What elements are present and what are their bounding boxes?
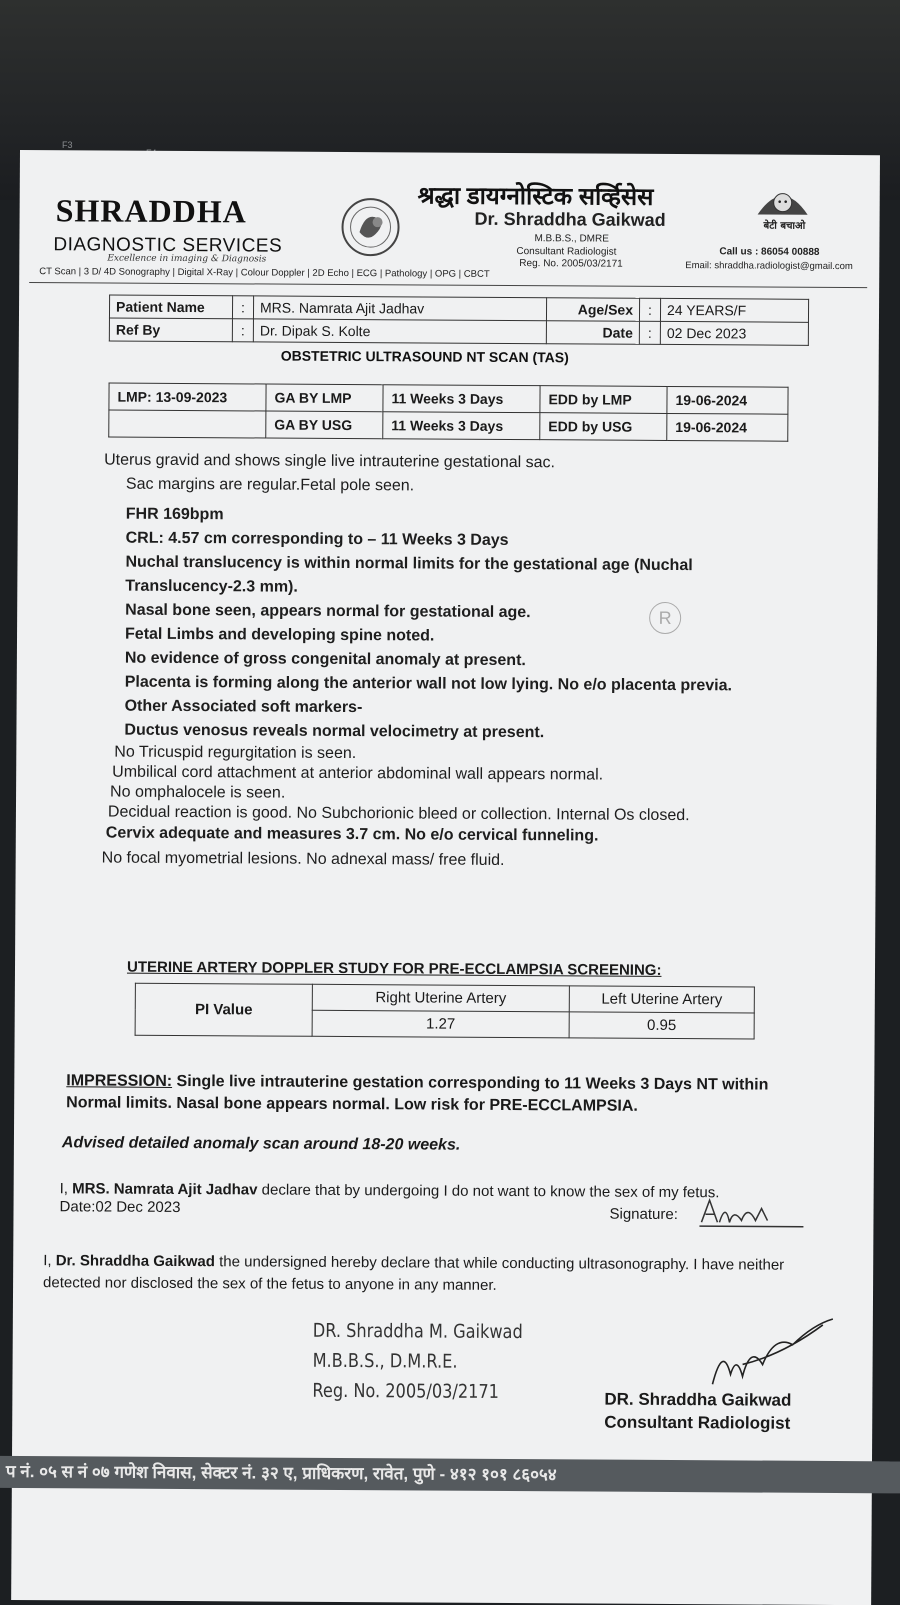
ref-label: Ref By [109,318,232,342]
doctor-stamp [312,1316,522,1407]
doctor-name: Dr. Shraddha Gaikwad [474,208,666,230]
impression-label: IMPRESSION: [66,1072,173,1090]
decl-prefix: I, [43,1252,52,1270]
edd-lmp-label: EDD by LMP [540,386,667,414]
finding: No focal myometrial lesions. No adnexal mass/ free fluid. [101,849,505,869]
logo-name: SHRADDHA [55,192,247,230]
gestation-table [108,383,788,442]
lmp: LMP: 13-09-2023 [109,383,266,411]
finding: Nuchal translucency is within normal limits for the gestational age (Nuchal Translucency-2.3 mm). [125,553,693,596]
keyboard-key-f3: F3 [62,140,73,150]
stamp-line: M.B.B.S., D.M.R.E. [312,1349,458,1373]
decl-text: declare that by undergoing I do not want to know the sex of my fetus. [261,1181,720,1202]
patient-info-table [109,295,809,346]
decl-doctor-name: Dr. Shraddha Gaikwad [55,1252,215,1271]
finding: CRL: 4.57 cm corresponding to – 11 Weeks 3 Days [125,529,509,549]
ga-usg-label: GA BY USG [266,411,383,439]
separator: : [232,296,253,319]
finding: Ductus venosus reveals normal velocimetry at present. [124,721,545,742]
decl-patient-name: MRS. Namrata Ajit Jadhav [72,1180,258,1199]
footer-doctor-name: DR. Shraddha Gaikwad [604,1389,792,1410]
edd-usg: 19-06-2024 [667,413,788,441]
stamp-line: DR. Shraddha M. Gaikwad [312,1319,523,1344]
finding: Sac margins are regular.Fetal pole seen. [125,475,415,495]
ga-lmp: 11 Weeks 3 Days [383,385,540,413]
separator: : [639,321,660,344]
table-row [109,410,788,441]
doctor-degrees: M.B.B.S., DMRE [534,233,609,245]
call-number: Call us : 86054 00888 [719,246,820,258]
badge-text: बेटी बचाओ [763,220,806,232]
header-rule [29,282,867,288]
footer-doctor-role: Consultant Radiologist [604,1412,791,1433]
ref-doctor: Dr. Dipak S. Kolte [253,319,546,344]
finding: Decidual reaction is good. No Subchorionic bleed or collection. Internal Os closed. [107,803,690,825]
finding: Placenta is forming along the anterior wall not low lying. No e/o placenta previa. [124,673,733,695]
doppler-table [135,983,755,1040]
patient-age: 24 YEARS/F [660,298,808,322]
email-address: Email: shraddha.radiologist@gmail.com [685,260,853,273]
doctor-declaration [43,1250,833,1299]
beti-bachao-logo-icon [747,172,817,242]
clinic-emblem-icon [335,192,405,262]
pi-label: PI Value [135,983,312,1036]
ga-lmp-label: GA BY LMP [266,384,383,412]
finding: Nasal bone seen, appears normal for gestational age. [125,601,531,622]
table-row [109,318,808,345]
decl-text: the undersigned hereby declare that while conducting ultrasonography. I have neither detected nor disclosed the sex of the fetus to anyone in any manner. [43,1253,785,1294]
separator: : [639,298,660,321]
finding: Fetal Limbs and developing spine noted. [124,625,435,645]
finding: No omphalocele is seen. [110,783,286,802]
decl-date: Date:02 Dec 2023 [59,1198,181,1216]
ga-usg: 11 Weeks 3 Days [383,412,540,440]
finding: Uterus gravid and shows single live intrauterine gestational sac. [104,451,556,472]
patient-name: MRS. Namrata Ajit Jadhav [253,296,546,321]
report-page [5,150,880,1605]
right-artery-value: 1.27 [312,1010,569,1038]
finding: FHR 169bpm [125,505,224,524]
left-artery-label: Left Uterine Artery [569,986,754,1013]
edd-usg-label: EDD by USG [540,413,667,441]
impression [66,1070,826,1119]
doctor-role: Consultant Radiologist [516,246,617,258]
footer-address-bar: प नं. ०५ स नं ०७ गणेश निवास, सेक्टर नं. ३२ ए, प्राधिकरण, रावेत, पुणे - ४१२ १०१ ८६०५४ [0,1456,900,1494]
hindi-title: श्रद्धा डायग्नोस्टिक सर्व्हिसेस [417,182,654,211]
signature-label: Signature: [609,1205,678,1224]
finding: No evidence of gross congenital anomaly at present. [124,649,526,670]
finding: Umbilical cord attachment at anterior abdominal wall appears normal. [112,763,604,784]
logo-tagline: Excellence in imaging & Diagnosis [107,253,267,265]
stamp-line: Reg. No. 2005/03/2171 [312,1379,500,1403]
findings-list [102,449,805,877]
empty-cell [109,410,266,438]
age-label: Age/Sex [546,298,639,322]
table-row [135,983,754,1013]
doppler-title: UTERINE ARTERY DOPPLER STUDY FOR PRE-ECCLAMPSIA SCREENING: [126,958,662,979]
date-label: Date [546,321,639,345]
impression-text: Single live intrauterine gestation corresponding to 11 Weeks 3 Days NT within Normal limits. Nasal bone appears normal. Low risk for PRE-ECCLAMPSIA. [66,1072,769,1115]
finding: Cervix adequate and measures 3.7 cm. No e/o cervical funneling. [105,824,599,845]
edd-lmp: 19-06-2024 [667,386,788,414]
report-date: 02 Dec 2023 [660,321,808,345]
finding: Other Associated soft markers- [124,697,363,717]
logo-subtitle: DIAGNOSTIC SERVICES [53,234,283,257]
finding: No Tricuspid regurgitation is seen. [114,743,357,763]
services-list: CT Scan | 3 D/ 4D Sonography | Digital X-Ray | Colour Doppler | 2D Echo | ECG | Pathology | OPG | CBCT [39,266,490,280]
right-artery-label: Right Uterine Artery [312,984,569,1012]
patient-name-label: Patient Name [109,295,232,319]
doctor-registration: Reg. No. 2005/03/2171 [519,258,623,270]
registered-mark: R [649,602,681,634]
report-title: OBSTETRIC ULTRASOUND NT SCAN (TAS) [280,347,569,366]
left-artery-value: 0.95 [569,1012,754,1039]
advice: Advised detailed anomaly scan around 18-20 weeks. [61,1134,461,1154]
table-row [109,383,788,414]
decl-prefix: I, [59,1180,69,1198]
patient-signature-icon [697,1194,807,1231]
separator: : [232,319,253,342]
